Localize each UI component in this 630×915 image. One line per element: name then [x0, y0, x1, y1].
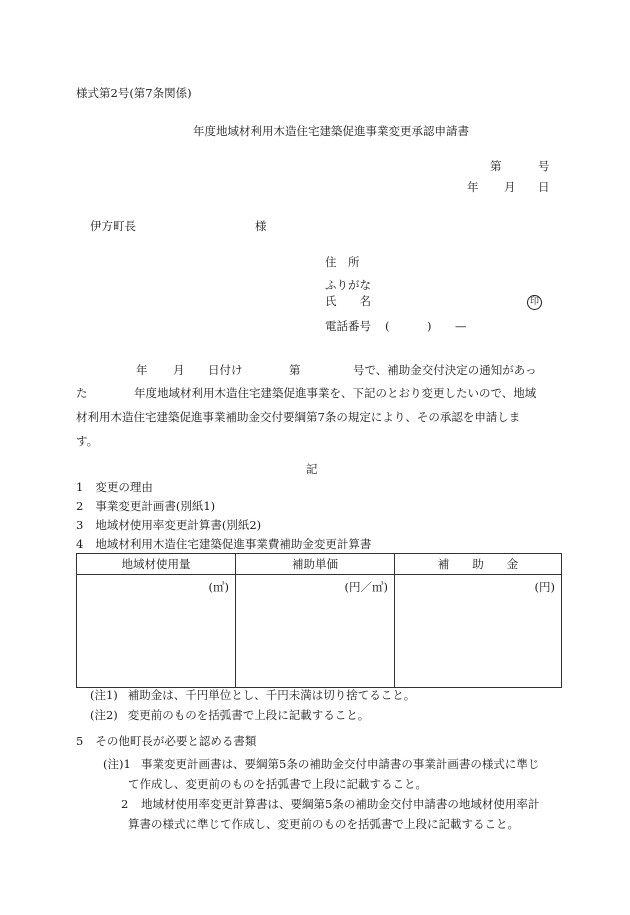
table-note: (注1) 補助金は、千円単位とし、千円未満は切り捨てること。 — [90, 688, 416, 702]
phone-dash: — — [455, 319, 467, 333]
col-header-wood-volume: 地域材使用量 — [77, 554, 236, 575]
body-line-4: す。 — [76, 434, 99, 448]
body-ta: た — [76, 386, 88, 400]
address-label: 住 所 — [325, 255, 360, 269]
list-item: 5 その他町長が必要と認める書類 — [76, 734, 257, 748]
seal-mark — [527, 293, 542, 310]
final-note-1-line-1: 事業変更計画書は、要綱第5条の補助金交付申請書の事業計画書の様式に準じ — [141, 757, 540, 771]
cell-subsidy — [395, 575, 562, 688]
body-line-1-rest: 号で、補助金交付決定の通知があっ — [353, 363, 537, 377]
form-number: 様式第2号(第7条関係) — [76, 86, 192, 100]
table-note: (注2) 変更前のものを括弧書で上段に記載すること。 — [90, 708, 370, 722]
unit-label: (円) — [534, 580, 555, 594]
list-item: 1 変更の理由 — [76, 480, 153, 494]
page-title: 年度地域材利用木造住宅建築促進事業変更承認申請書 — [193, 124, 469, 138]
doc-number-go: 号 — [538, 159, 550, 173]
unit-label: (円／㎥) — [344, 580, 388, 594]
phone-open-paren: ( — [385, 319, 390, 333]
body-year: 年 — [136, 363, 148, 377]
list-item: 2 事業変更計画書(別紙1) — [76, 499, 216, 513]
doc-number-dai: 第 — [490, 159, 502, 173]
date-year: 年 — [467, 180, 479, 194]
addressee-name: 伊方町長 — [90, 219, 136, 233]
body-line-2-rest: 年度地域材利用木造住宅建築促進事業を、下記のとおり変更したいので、地域 — [134, 386, 537, 400]
body-day-of: 日付け — [208, 363, 243, 377]
final-note-1-label: (注)1 — [103, 757, 131, 771]
date-day: 日 — [538, 180, 550, 194]
phone-label: 電話番号 — [325, 319, 371, 333]
furigana-label: ふりがな — [325, 278, 371, 292]
cell-unit-price — [236, 575, 395, 688]
name-label: 氏 名 — [325, 294, 371, 308]
list-item: 3 地域材使用率変更計算書(別紙2) — [76, 518, 262, 532]
body-dai: 第 — [289, 363, 301, 377]
body-line-3: 材利用木造住宅建築促進事業補助金交付要綱第7条の規定により、その承認を申請しま — [76, 410, 521, 424]
final-note-1-line-2: て作成し、変更前のものを括弧書で上段に記載すること。 — [128, 777, 427, 791]
col-header-unit-price: 補助単価 — [236, 554, 395, 575]
cell-wood-volume — [77, 575, 236, 688]
final-note-2-label: 2 — [121, 797, 129, 811]
list-item: 4 地域材利用木造住宅建築促進事業費補助金変更計算書 — [76, 537, 372, 551]
unit-label: (㎥) — [208, 580, 229, 594]
ki-heading: 記 — [306, 462, 318, 476]
col-header-subsidy: 補 助 金 — [395, 554, 562, 575]
date-month: 月 — [504, 180, 516, 194]
subsidy-calc-table — [76, 553, 562, 688]
phone-close-paren: ) — [427, 319, 432, 333]
body-month: 月 — [173, 363, 185, 377]
seal-icon: 印 — [527, 295, 542, 310]
final-note-2-line-2: 算書の様式に準じて作成し、変更前のものを括弧書で上段に記載すること。 — [128, 817, 519, 831]
addressee-honorific: 様 — [255, 219, 267, 233]
final-note-2-line-1: 地域材使用率変更計算書は、要綱第5条の補助金交付申請書の地域材使用率計 — [141, 797, 540, 811]
